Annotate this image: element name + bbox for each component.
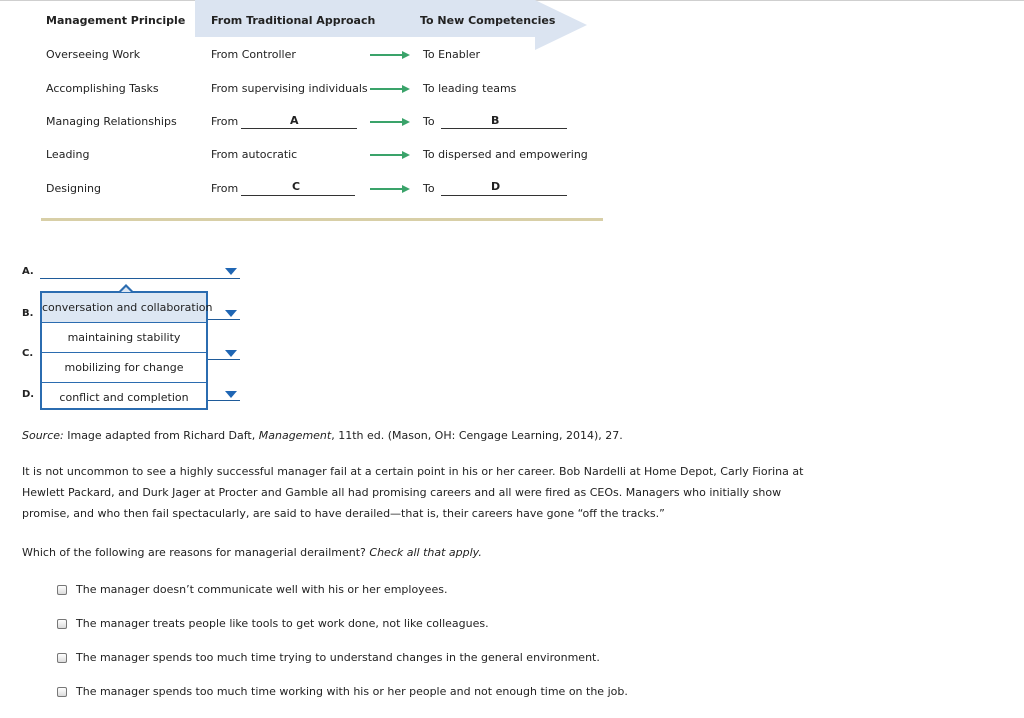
menu-option[interactable]: maintaining stability [42,323,206,353]
choice-row[interactable] [57,617,489,630]
row-from: From Controller [211,48,296,61]
body-paragraph: It is not uncommon to see a highly successful manager fail at a certain point in his or her career. Bob Nardelli at Home Depot, Carly Fiorina at Hewlett Packard, and Durk Jager at Procter and Gamble all had promising careers and all were fired as CEOs. Managers who initially show promise, and who then fail spectacularly, are said to have derailed—that is, their careers have gone “off the tracks.” [22,465,804,520]
source-text-after: , 11th ed. (Mason, OH: Cengage Learning, 2014), 27. [331,429,623,442]
header-traditional: From Traditional Approach [211,14,376,27]
blank-letter-c: C [292,180,301,193]
question-instruction: Check all that apply. [369,546,482,559]
menu-option[interactable]: conversation and collaboration [42,293,206,323]
section-divider [41,218,603,221]
row-principle: Overseeing Work [46,48,141,61]
caret-down-icon[interactable] [225,391,237,398]
row-from: From [211,115,239,128]
row-to: To leading teams [423,82,517,95]
arrow-right-icon [370,50,410,60]
row-to: To dispersed and empowering [423,148,588,161]
checkbox[interactable] [57,619,67,629]
question-prompt [22,546,482,559]
menu-option[interactable]: conflict and completion [59,391,189,404]
header-principle: Management Principle [46,14,186,27]
answer-label-c: C. [22,348,34,359]
row-from: From supervising individuals [211,82,368,95]
dropdown-a[interactable] [40,278,240,279]
choice-label[interactable]: The manager doesn’t communicate well with his or her employees. [76,583,448,596]
arrow-right-icon [370,184,410,194]
row-to: To [423,115,435,128]
choice-row[interactable] [57,651,600,664]
checkbox[interactable] [57,585,67,595]
choice-row[interactable] [57,685,628,698]
checkbox[interactable] [57,687,67,697]
row-from: From [211,182,239,195]
row-principle: Accomplishing Tasks [46,82,159,95]
caret-down-icon[interactable] [225,268,237,275]
question-text: Which of the following are reasons for managerial derailment? [22,546,370,559]
row-from: From autocratic [211,148,298,161]
blank-line-d [441,195,567,196]
answer-label-d: D. [22,389,35,400]
menu-option[interactable]: mobilizing for change [42,353,206,383]
checkbox[interactable] [57,653,67,663]
source-label: Source: [22,429,64,442]
caret-down-icon[interactable] [225,350,237,357]
blank-line-c [241,195,355,196]
header-new: To New Competencies [420,14,556,27]
caret-down-icon[interactable] [225,310,237,317]
row-principle: Designing [46,182,101,195]
source-text-before: Image adapted from Richard Daft, [63,429,259,442]
row-to: To [423,182,435,195]
row-principle: Managing Relationships [46,115,177,128]
choice-label[interactable]: The manager spends too much time working with his or her people and not enough time on the job. [76,685,628,698]
blank-line-a [241,128,357,129]
choice-label[interactable]: The manager spends too much time trying to understand changes in the general environment. [76,651,600,664]
arrow-right-icon [370,150,410,160]
answer-label-a: A. [22,266,34,277]
choice-label[interactable]: The manager treats people like tools to get work done, not like colleagues. [76,617,489,630]
source-book: Management [258,429,332,442]
menu-pointer-inner [121,287,131,292]
arrow-right-icon [370,117,410,127]
answer-label-b: B. [22,308,34,319]
choice-row[interactable] [57,583,447,596]
blank-letter-b: B [491,114,500,127]
row-to: To Enabler [423,48,481,61]
dropdown-menu [40,291,213,410]
source-citation [22,429,623,442]
row-principle: Leading [46,148,90,161]
blank-line-b [441,128,567,129]
arrow-right-icon [370,84,410,94]
blank-letter-d: D [491,180,501,193]
blank-letter-a: A [290,114,299,127]
